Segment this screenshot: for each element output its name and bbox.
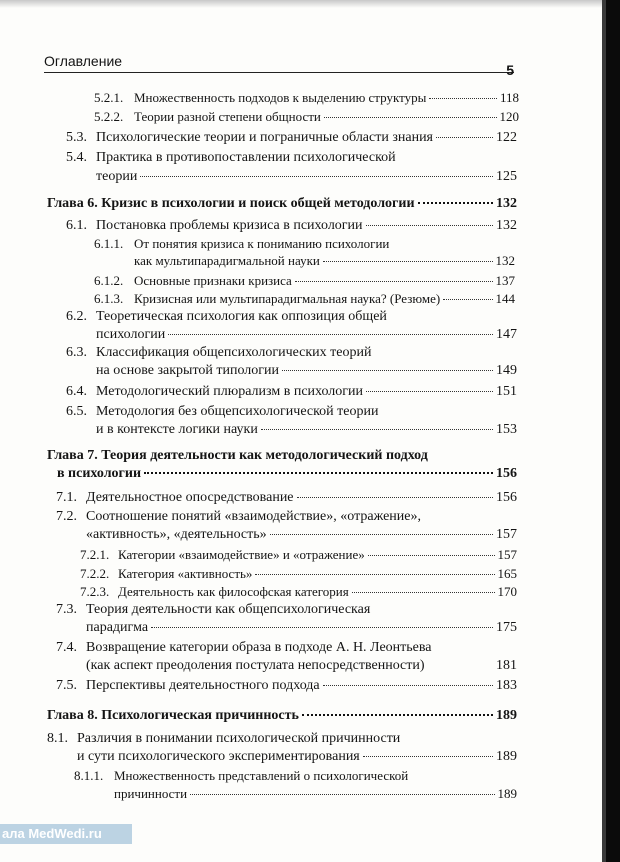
toc-title: Соотношение понятий «взаимодействие», «отражение», (86, 509, 421, 524)
toc-title-cont: «активность», «деятельность» (86, 527, 267, 542)
toc-entry-7-4[interactable] (56, 640, 517, 674)
toc-leader (363, 756, 493, 757)
toc-entry-7-3[interactable] (56, 602, 517, 636)
toc-title: Категории «взаимодействие» и «отражение» (118, 547, 365, 562)
toc-number: 7.4. (56, 640, 77, 655)
toc-number: 6.1.2. (94, 273, 124, 288)
toc-page: 132 (496, 218, 517, 233)
toc-leader (168, 334, 493, 335)
toc-entry-6-1-1[interactable] (94, 236, 515, 269)
toc-page: 147 (496, 327, 517, 342)
toc-leader (297, 497, 493, 498)
toc-number: 5.4. (66, 150, 87, 165)
toc-leader (366, 391, 493, 392)
watermark: ала MedWedi.ru (0, 824, 132, 844)
toc-leader (261, 429, 493, 430)
toc-number: 7.2. (56, 509, 77, 524)
toc-entry-7-5[interactable] (56, 678, 517, 694)
toc-entry-6-2[interactable] (66, 309, 517, 343)
toc-title-cont: психологии (96, 327, 166, 342)
running-header (44, 50, 514, 78)
toc-title-cont: причинности (114, 786, 188, 801)
toc-title: Перспективы деятельностного подхода (86, 678, 320, 693)
toc-title: Основные признаки кризиса (134, 273, 292, 288)
toc-title: Теории разной степени общности (134, 109, 321, 124)
toc-page: 156 (496, 490, 517, 505)
toc-title: Возвращение категории образа в подходе А. Н. Леонтьева (86, 640, 432, 655)
toc-leader (323, 261, 493, 262)
toc-number: 6.2. (66, 309, 87, 324)
toc-chapter-title: Глава 6. Кризис в психологии и поиск общей методологии (47, 196, 415, 211)
toc-number: 8.1.1. (74, 768, 104, 783)
toc-title-cont: (как аспект преодоления постулата непосредственности) (86, 658, 425, 673)
toc-page: 183 (496, 678, 517, 693)
toc-leader (255, 574, 494, 575)
header-page-number: 5 (506, 62, 514, 78)
toc-chapter-title: Глава 8. Психологическая причинность (47, 708, 299, 723)
toc-page: 156 (496, 466, 517, 481)
toc-leader (151, 627, 493, 628)
scan-edge (606, 0, 620, 862)
toc-page: 157 (497, 547, 517, 562)
toc-entry-5-2-2[interactable] (94, 109, 519, 125)
toc-number: 7.2.3. (80, 584, 110, 599)
toc-chapter-title: Глава 7. Теория деятельности как методологический подход (47, 448, 428, 463)
toc-page: 170 (497, 584, 517, 599)
toc-entry-8-1[interactable] (47, 731, 517, 765)
toc-title: Множественность подходов к выделению структуры (134, 90, 427, 105)
toc-leader (436, 137, 493, 138)
toc-chapter-8[interactable] (47, 708, 517, 724)
toc-entry-5-2-1[interactable] (94, 90, 519, 106)
toc-number: 7.5. (56, 678, 77, 693)
toc-entry-7-1[interactable] (56, 490, 517, 506)
toc-page: 125 (496, 169, 517, 184)
toc-leader (190, 794, 494, 795)
toc-leader (418, 202, 493, 204)
toc-entry-7-2-3[interactable] (80, 584, 517, 600)
toc-number: 6.1.1. (94, 236, 124, 251)
toc-entry-6-5[interactable] (66, 404, 517, 438)
toc-page: 175 (496, 620, 517, 635)
toc-page: 132 (495, 253, 515, 268)
toc-entry-6-1-2[interactable] (94, 273, 515, 289)
toc-page: 157 (496, 527, 517, 542)
toc-number: 5.3. (66, 130, 87, 145)
toc-title-cont: на основе закрытой типологии (96, 363, 280, 378)
page-top-shadow (0, 0, 620, 8)
toc-title: Теоретическая психология как оппозиция общей (96, 309, 387, 324)
toc-page: 165 (497, 566, 517, 581)
toc-number: 6.4. (66, 384, 87, 399)
toc-title: Деятельностное опосредствование (86, 490, 294, 505)
toc-number: 7.2.1. (80, 547, 110, 562)
toc-number: 7.1. (56, 490, 77, 505)
toc-chapter-7[interactable] (47, 448, 517, 482)
toc-title: Методология без общепсихологической теории (96, 404, 379, 419)
toc-entry-6-4[interactable] (66, 384, 517, 400)
toc-leader (302, 714, 493, 716)
toc-title-cont: как мультипарадигмальной науки (134, 253, 320, 268)
toc-title: Различия в понимании психологической причинности (77, 731, 401, 746)
toc-title: Классификация общепсихологических теорий (96, 345, 372, 360)
toc-page: 189 (496, 708, 517, 723)
toc-title-cont: парадигма (86, 620, 149, 635)
toc-entry-7-2[interactable] (56, 509, 517, 543)
toc-leader (140, 176, 493, 177)
toc-number: 6.3. (66, 345, 87, 360)
toc-title: Практика в противопоставлении психологической (96, 150, 396, 165)
toc-number: 6.5. (66, 404, 87, 419)
toc-number: 7.3. (56, 602, 77, 617)
toc-page: 132 (496, 196, 517, 211)
toc-number: 6.1. (66, 218, 87, 233)
toc-leader (282, 370, 493, 371)
toc-page: 149 (496, 363, 517, 378)
toc-number: 5.2.1. (94, 90, 124, 105)
toc-leader (352, 592, 495, 593)
toc-title: Деятельность как философская категория (118, 584, 349, 599)
header-title: Оглавление (44, 53, 123, 69)
toc-number: 5.2.2. (94, 109, 124, 124)
toc-leader (295, 281, 493, 282)
toc-entry-7-2-1[interactable] (80, 547, 517, 563)
toc-leader (368, 555, 495, 556)
toc-entry-7-2-2[interactable] (80, 566, 517, 582)
toc-page: 137 (495, 273, 515, 288)
toc-leader (366, 225, 493, 226)
toc-leader (443, 299, 492, 300)
toc-leader (270, 534, 493, 535)
toc-title-cont: и сути психологического экспериментирования (77, 749, 360, 764)
toc-page: 189 (496, 749, 517, 764)
toc-page: 122 (496, 130, 517, 145)
toc-number: 7.2.2. (80, 566, 110, 581)
toc-page: 181 (496, 658, 517, 673)
toc-title-cont: теории (96, 169, 138, 184)
toc-leader (429, 98, 497, 99)
toc-title: Кризисная или мультипарадигмальная наука? (Резюме) (134, 291, 441, 306)
toc-title: Психологические теории и пограничные области знания (96, 130, 433, 145)
toc-entry-5-4[interactable] (66, 150, 517, 185)
toc-title: Множественность представлений о психологической (114, 768, 409, 783)
toc-title: Категория «активность» (118, 566, 253, 581)
toc-number: 6.1.3. (94, 291, 124, 306)
toc-leader (323, 685, 493, 686)
toc-title-cont: и в контексте логики науки (96, 422, 258, 437)
toc-chapter-title-cont: в психологии (57, 466, 142, 481)
toc-entry-6-3[interactable] (66, 345, 517, 379)
toc-title: Теория деятельности как общепсихологическая (86, 602, 371, 617)
toc-entry-8-1-1[interactable] (74, 768, 517, 802)
toc-title: Методологический плюрализм в психологии (96, 384, 364, 399)
toc-page: 120 (499, 109, 519, 124)
toc-page: 189 (497, 786, 517, 801)
toc-chapter-6[interactable] (47, 196, 517, 212)
toc-page: 118 (499, 90, 519, 105)
toc-entry-6-1-3[interactable] (94, 291, 515, 307)
toc-leader (144, 472, 493, 474)
toc-title: Постановка проблемы кризиса в психологии (96, 218, 363, 233)
toc-number: 8.1. (47, 731, 68, 746)
toc-page: 144 (495, 291, 515, 306)
toc-entry-6-1[interactable] (66, 218, 517, 234)
toc-page: 153 (496, 422, 517, 437)
toc-entry-5-3[interactable] (66, 130, 517, 146)
toc-title: От понятия кризиса к пониманию психологии (134, 236, 390, 251)
toc-leader (324, 117, 497, 118)
toc-page: 151 (496, 384, 517, 399)
